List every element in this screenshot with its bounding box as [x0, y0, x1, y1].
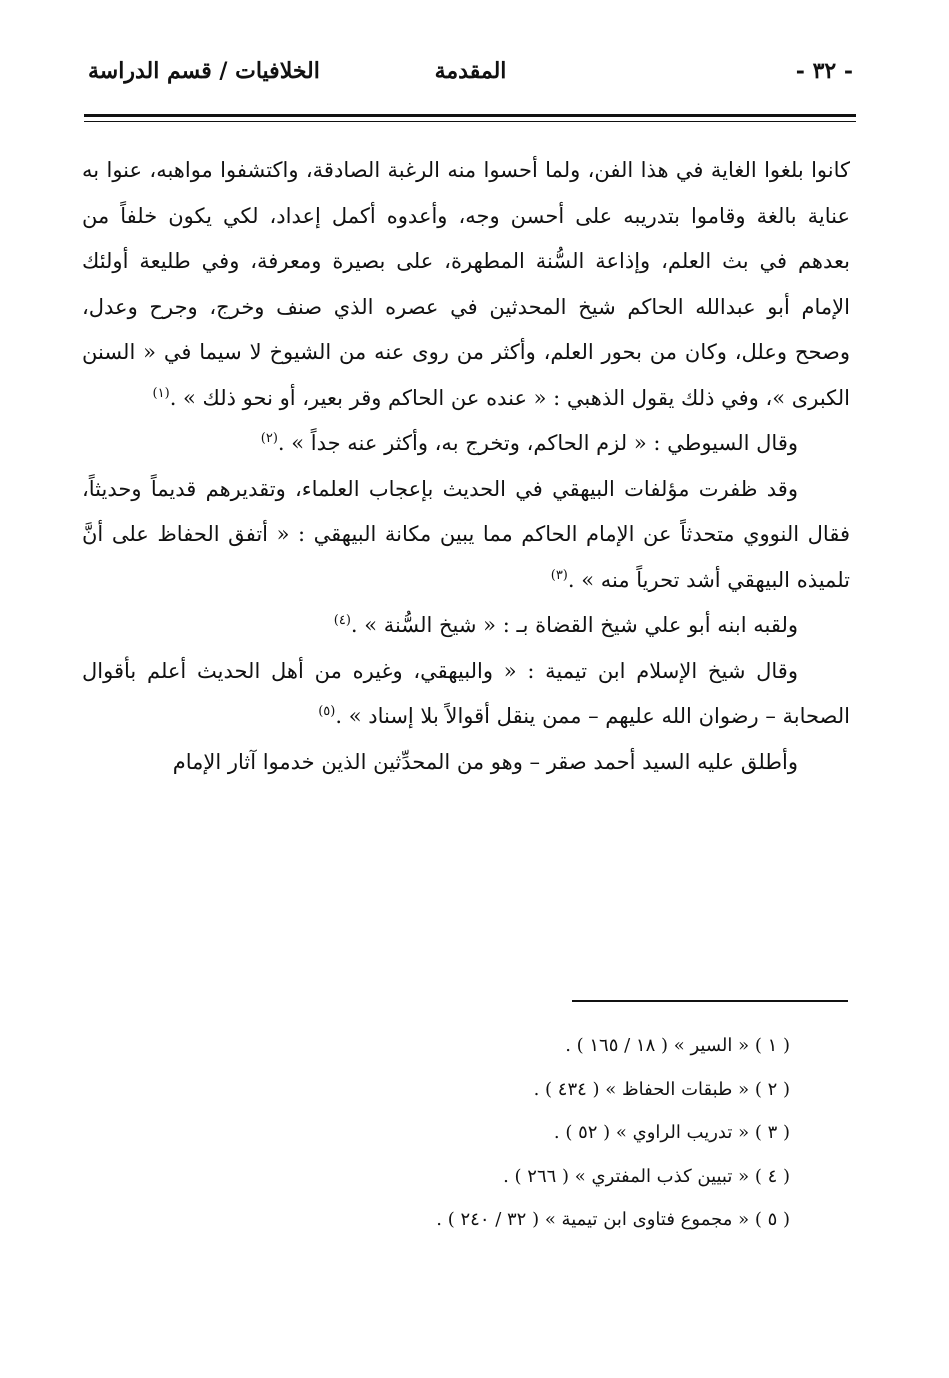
section-title: المقدمة	[434, 58, 507, 84]
paragraph: كانوا بلغوا الغاية في هذا الفن، ولما أحسوا منه الرغبة الصادقة، واكتشفوا مواهبه، عنوا به عناية بالغة وقاموا بتدريبه على أحسن وجه، وأعدوه أكمل إعداد، لكي يكون خلفاً من بعدهم في بث العلم، وإذاعة السُّنة المطهرة، على بصيرة ومعرفة، وفي طليعة أولئك الإمام أبو عبدالله الحاكم شيخ المحدثين في عصره الذي صنف وخرج، وجرح وعدل، وصحح وعلل، وكان من بحور العلم، وأكثر من روى عنه من الشيوخ لا سيما في « السنن الكبرى »، وفي ذلك يقول الذهبي : « عنده عن الحاكم وقر بعير، أو نحو ذلك » .$^{(١)}$	[82, 158, 850, 410]
header-rule-thin	[84, 121, 856, 122]
paragraph: وأطلق عليه السيد أحمد صقر – وهو من المحدِّثين الذين خدموا آثار الإمام	[172, 749, 798, 774]
footnotes	[150, 1024, 790, 1242]
paragraph: وقد ظفرت مؤلفات البيهقي في الحديث بإعجاب العلماء، وتقديرهم قديماً وحديثاً، فقال النووي متحدثاً عن الإمام الحاكم مما يبين مكانة البيهقي : « أتفق الحفاظ على أنَّ تلميذه البيهقي أشد تحرياً منه » .$^{(٣)}$	[82, 476, 850, 592]
footnote-ref: (٤)	[333, 613, 351, 628]
footnote: ( ٥ ) « مجموع فتاوى ابن تيمية » ( ٣٢ / ٢٤٠ ) .	[436, 1209, 790, 1230]
page-header	[88, 58, 853, 98]
header-rule-thick	[84, 114, 856, 117]
footnote: ( ٢ ) « طبقات الحفاظ » ( ٤٣٤ ) .	[533, 1078, 790, 1100]
paragraph: ولقبه ابنه أبو علي شيخ القضاة بـ : « شيخ السُّنة » .$^{(٤)}$	[333, 613, 798, 637]
footnote-ref: (٥)	[318, 704, 336, 719]
paragraph: وقال شيخ الإسلام ابن تيمية : « والبيهقي، وغيره من أهل الحديث أعلم بأقوال الصحابة – رضوان الله عليهم – ممن ينقل أقوالاً بلا إسناد » .$^{(٥)}$	[82, 658, 850, 728]
footnote: ( ٤ ) « تبيين كذب المفتري » ( ٢٦٦ ) .	[503, 1165, 790, 1187]
footnote: ( ٣ ) « تدريب الراوي » ( ٥٢ ) .	[553, 1122, 790, 1143]
main-text	[82, 148, 850, 785]
footnote: ( ١ ) « السير » ( ١٨ / ١٦٥ ) .	[565, 1035, 790, 1056]
page-number: - ٣٢ -	[795, 58, 853, 84]
book-title: الخلافيات / قسم الدراسة	[88, 58, 320, 84]
footnote-separator	[572, 1000, 848, 1002]
paragraph: وقال السيوطي : « لزم الحاكم، وتخرج به، وأكثر عنه جداً » .$^{(٢)}$	[260, 431, 798, 455]
footnote-ref: (٣)	[550, 567, 568, 583]
footnote-ref: (١)	[152, 385, 170, 401]
footnote-ref: (٢)	[260, 431, 278, 446]
